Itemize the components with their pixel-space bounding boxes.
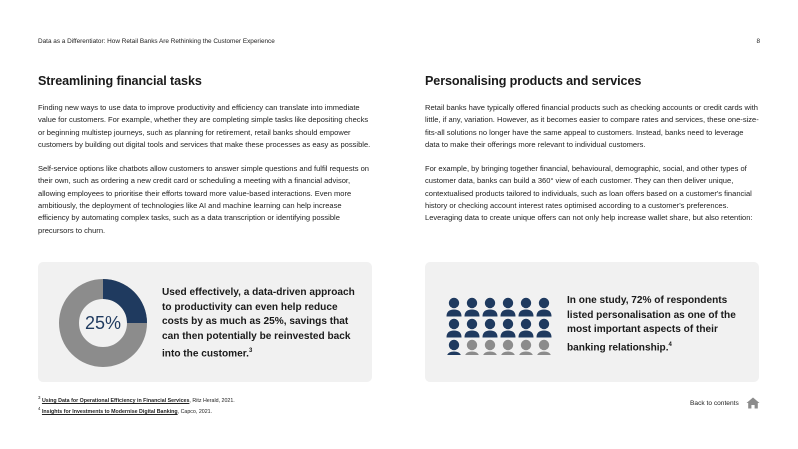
paragraph: Finding new ways to use data to improve productivity and efficiency can translate into immediate value for customers. For example, whether they are completing simple tasks like depositing checks or beginning multistep journeys, such as planning for retirement, retail banks should empower customers by building out digital tools and services that make these processes as easy as possible. [38,103,371,149]
footnotes [38,394,235,416]
callout-text-body: In one study, 72% of respondents listed personalisation as one of the most important aspects of their banking relationship. [567,295,736,354]
footnote-source: , Capco, 2021. [177,408,213,415]
callout-text [162,286,362,362]
footnote-number: 3 [38,395,41,400]
right-column [425,74,759,237]
callout-card-cost-savings [38,262,372,382]
section-title-streamlining: Streamlining financial tasks [38,74,202,88]
person-icon [537,340,552,355]
footnote-ref: 4 [668,341,672,348]
footnote-item [38,394,235,405]
person-icon [537,298,552,317]
person-icon [447,340,462,355]
person-icon [519,298,534,317]
people-pictogram-graphic [445,295,555,355]
paragraph: For example, by bringing together financial, behavioural, demographic, social, and other types of customer data, banks can build a 360° view of each customer. They can then deliver unique, contextualised products tailored to individuals, such as loan offers based on a customer's financial history or checking account interest rates optimised according to a customer's preferences. Leveraging data to create unique offers can not only help increase wallet share, but also retention: [425,164,753,223]
callout-text [567,294,747,356]
person-icon [465,319,480,338]
person-icon [537,319,552,338]
home-icon[interactable] [746,397,760,409]
left-column [38,74,372,249]
person-icon [501,298,516,317]
person-icon [519,340,534,355]
paragraph: Retail banks have typically offered financial products such as checking accounts or credit cards with little, if any, variation. However, as it becomes easier to compare rates and services, these one-size-fits-all solutions no longer have the same appeal to customers. Instead, banks need to leverage data to make their offerings more relevant to individual customers. [425,103,759,149]
paragraph: Self-service options like chatbots allow customers to answer simple questions and fulfil requests on their own, such as ordering a new credit card or scheduling a meeting with a financial advisor, allowing employees to prioritise their efforts toward more value-based interactions. Even more ambitiously, the deployment of technologies like AI and machine learning can help increase efficiency by automating complex tasks, such as a data transcription or identifying possible precursors to churn. [38,164,369,235]
person-icon [447,319,462,338]
footnote-ref: 3 [248,348,253,355]
person-icon [501,340,516,355]
person-icon [465,340,480,355]
person-icon [447,298,462,317]
person-icon [483,298,498,317]
section-title-personalising: Personalising products and services [425,74,642,88]
people-pictogram [445,295,555,355]
callout-text-body: Used effectively, a data-driven approach to productivity can even help reduce costs by as much as 25%, savings that can then potentially be reinvested back into the customer. [162,287,355,360]
footnote-number: 4 [38,405,41,411]
callout-card-personalisation [425,262,759,382]
person-icon [501,319,516,338]
page-number: 8 [756,38,760,45]
footnote-link[interactable]: Insights for Investments to Modernise Digital Banking [41,408,178,415]
person-icon [483,340,498,355]
person-icon [465,298,480,317]
document-title: Data as a Differentiator: How Retail Banks Are Rethinking the Customer Experience [38,38,275,45]
page-header [38,38,760,50]
person-icon [483,319,498,338]
donut-percent-label: 25% [84,312,122,333]
footnote-link[interactable]: Using Data for Operational Efficiency in Financial Services [41,397,190,404]
donut-chart [58,278,148,368]
person-icon [519,319,534,338]
footnote-item [38,405,235,416]
back-to-contents-link[interactable] [690,397,760,409]
footnote-source: , Ritz Herald, 2021. [189,397,235,404]
back-to-contents-label[interactable]: Back to contents [690,399,739,407]
